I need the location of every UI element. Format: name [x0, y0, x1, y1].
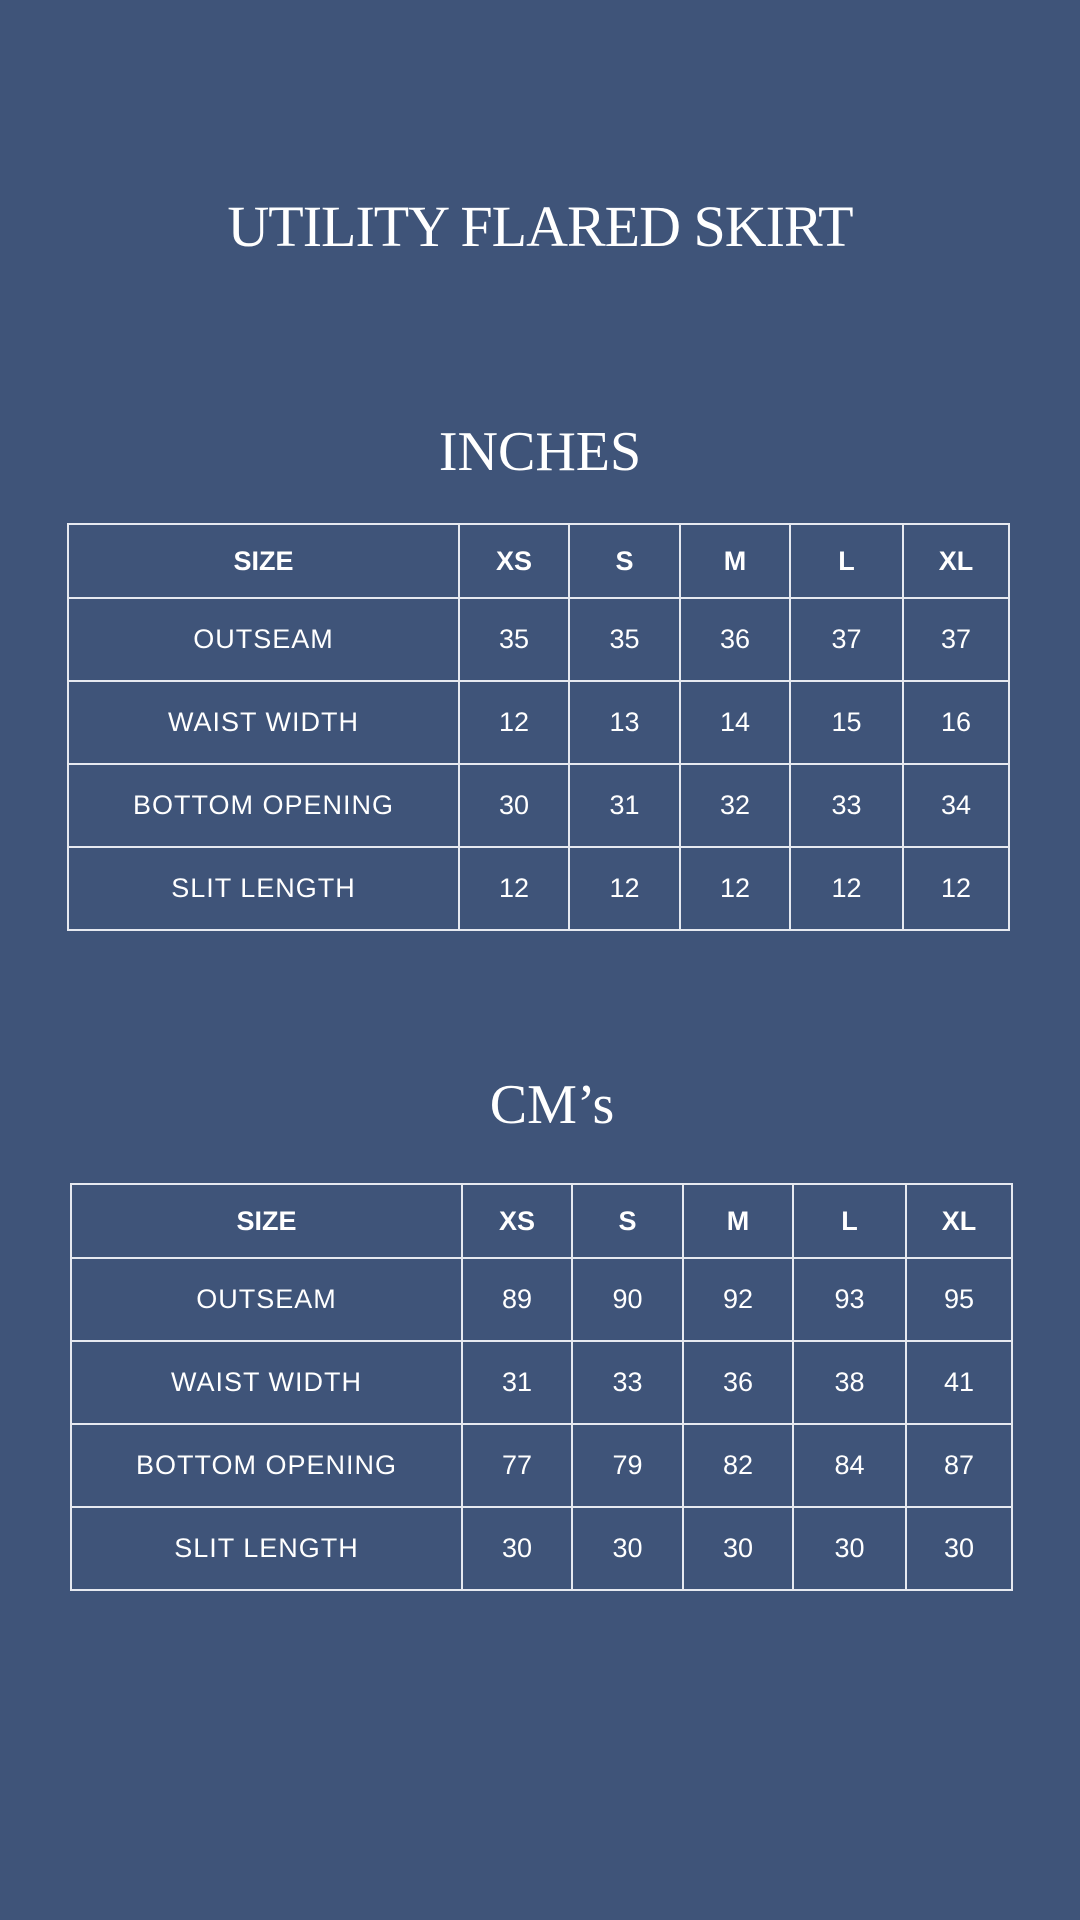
table-cell: 30	[462, 1507, 572, 1590]
header-cell-size: SIZE	[68, 524, 459, 598]
table-cell: 13	[569, 681, 680, 764]
table-cell: 12	[569, 847, 680, 930]
table-cell: 15	[790, 681, 903, 764]
table-row	[68, 847, 1009, 930]
table-cell: 31	[569, 764, 680, 847]
header-cell-xs: XS	[459, 524, 569, 598]
table-cell: 34	[903, 764, 1009, 847]
table-cell: 35	[569, 598, 680, 681]
cms-size-table	[70, 1183, 1013, 1591]
table-row	[71, 1507, 1012, 1590]
table-cell: 35	[459, 598, 569, 681]
page-title: UTILITY FLARED SKIRT	[227, 194, 853, 259]
table-row	[71, 1341, 1012, 1424]
table-cell: 79	[572, 1424, 683, 1507]
header-cell-s: S	[569, 524, 680, 598]
table-cell: 92	[683, 1258, 793, 1341]
table-cell: 33	[572, 1341, 683, 1424]
table-cell: 41	[906, 1341, 1012, 1424]
table-cell: 82	[683, 1424, 793, 1507]
table-cell: 30	[459, 764, 569, 847]
row-label: OUTSEAM	[68, 598, 459, 681]
table-row	[68, 681, 1009, 764]
table-cell: 30	[793, 1507, 906, 1590]
table-cell: 12	[680, 847, 790, 930]
table-cell: 30	[906, 1507, 1012, 1590]
table-cell: 30	[572, 1507, 683, 1590]
row-label: WAIST WIDTH	[71, 1341, 462, 1424]
table-cell: 12	[459, 681, 569, 764]
header-cell-l: L	[793, 1184, 906, 1258]
table-cell: 36	[680, 598, 790, 681]
row-label: WAIST WIDTH	[68, 681, 459, 764]
table-cell: 33	[790, 764, 903, 847]
table-row	[71, 1258, 1012, 1341]
header-cell-s: S	[572, 1184, 683, 1258]
table-row	[71, 1424, 1012, 1507]
header-cell-size: SIZE	[71, 1184, 462, 1258]
header-cell-xs: XS	[462, 1184, 572, 1258]
table-cell: 87	[906, 1424, 1012, 1507]
table-header-row	[68, 524, 1009, 598]
table-cell: 89	[462, 1258, 572, 1341]
header-cell-m: M	[680, 524, 790, 598]
row-label: BOTTOM OPENING	[68, 764, 459, 847]
row-label: SLIT LENGTH	[71, 1507, 462, 1590]
row-label: SLIT LENGTH	[68, 847, 459, 930]
table-cell: 38	[793, 1341, 906, 1424]
table-cell: 37	[790, 598, 903, 681]
inches-size-table	[67, 523, 1010, 931]
header-cell-xl: XL	[906, 1184, 1012, 1258]
table-cell: 37	[903, 598, 1009, 681]
table-cell: 30	[683, 1507, 793, 1590]
table-cell: 93	[793, 1258, 906, 1341]
table-row	[68, 764, 1009, 847]
table-cell: 84	[793, 1424, 906, 1507]
table-cell: 95	[906, 1258, 1012, 1341]
header-cell-m: M	[683, 1184, 793, 1258]
table-row	[68, 598, 1009, 681]
table-header-row	[71, 1184, 1012, 1258]
table-cell: 36	[683, 1341, 793, 1424]
table-cell: 77	[462, 1424, 572, 1507]
header-cell-l: L	[790, 524, 903, 598]
row-label: OUTSEAM	[71, 1258, 462, 1341]
table-cell: 32	[680, 764, 790, 847]
table-cell: 12	[903, 847, 1009, 930]
inches-heading: INCHES	[438, 421, 642, 483]
table-cell: 12	[790, 847, 903, 930]
table-cell: 16	[903, 681, 1009, 764]
header-cell-xl: XL	[903, 524, 1009, 598]
table-cell: 12	[459, 847, 569, 930]
table-cell: 90	[572, 1258, 683, 1341]
table-cell: 31	[462, 1341, 572, 1424]
row-label: BOTTOM OPENING	[71, 1424, 462, 1507]
cms-heading: CM’s	[489, 1074, 615, 1136]
table-cell: 14	[680, 681, 790, 764]
